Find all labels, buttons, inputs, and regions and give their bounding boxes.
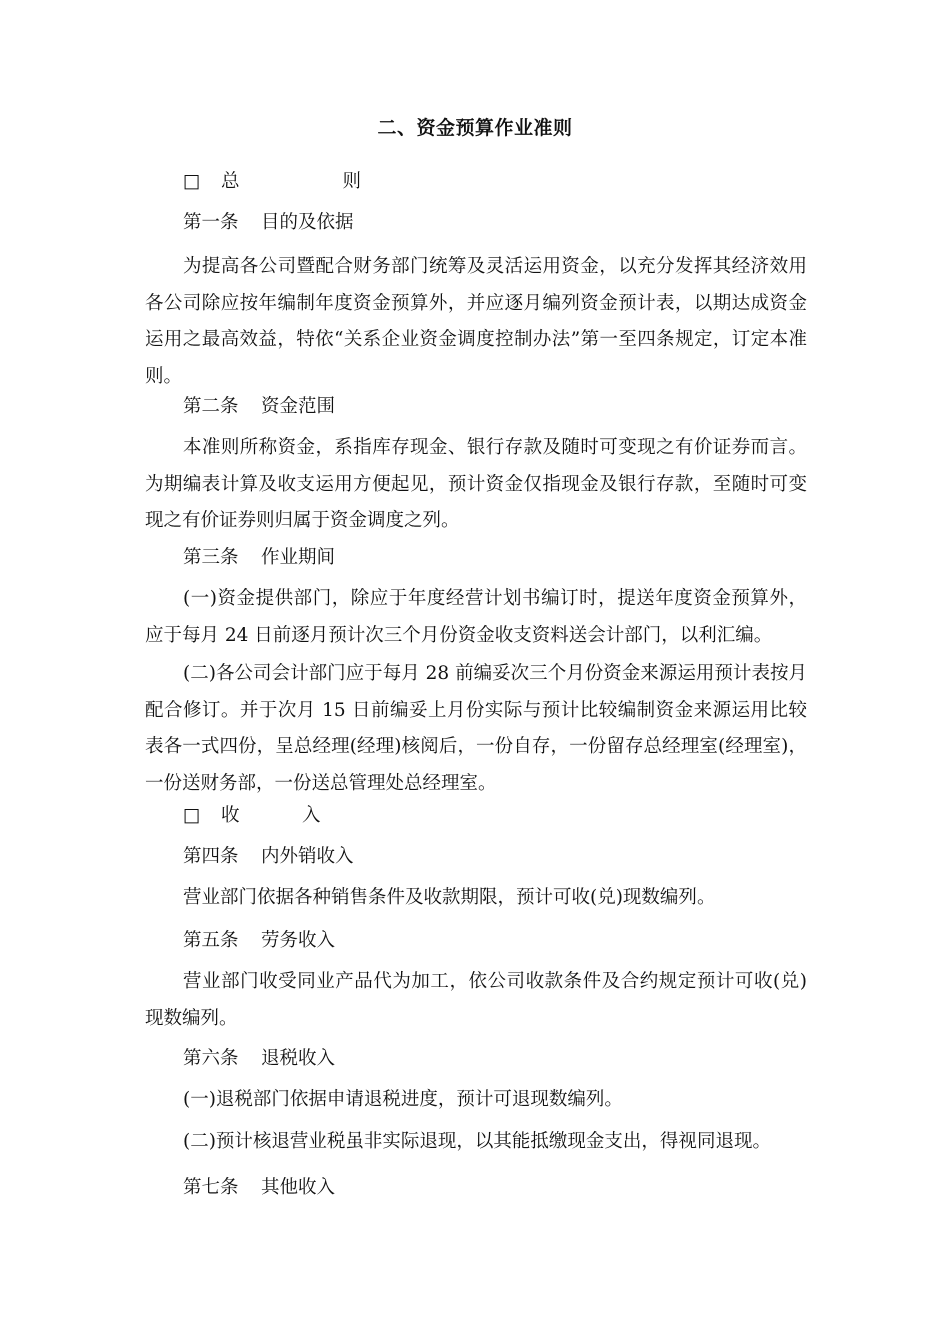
article-2-body: 本准则所称资金，系指库存现金、银行存款及随时可变现之有价证券而言。为期编表计算及收支运用方便起见，预计资金仅指现金及银行存款，至随时可变现之有价证券则归属于资金调度之列。 [145,437,807,531]
checkbox-square-icon: □ [183,171,201,192]
article-title: 作业期间 [261,547,336,568]
article-number: 第二条 [183,396,239,417]
article-6-item-1: (一)退税部门依据申请退税进度，预计可退现数编列。 [183,1089,623,1110]
article-heading-6 [183,1045,335,1073]
section-label: 总 则 [221,171,384,192]
article-4-body: 营业部门依据各种销售条件及收款期限，预计可收(兑)现数编列。 [183,887,716,908]
article-6-item-2: (二)预计核退营业税虽非实际退现，以其能抵缴现金支出，得视同退现。 [183,1131,771,1152]
checkbox-square-icon: □ [183,805,201,826]
article-number: 第三条 [183,547,239,568]
article-5-body: 营业部门收受同业产品代为加工，依公司收款条件及合约规定预计可收(兑)现数编列。 [145,971,807,1029]
section-label: 收 入 [221,805,343,826]
article-number: 第五条 [183,930,239,951]
article-1-body: 为提高各公司暨配合财务部门统筹及灵活运用资金，以充分发挥其经济效用各公司除应按年编制年度资金预算外，并应逐月编列资金预计表，以期达成资金运用之最高效益，特依“关系企业资金调度控制办法”第一至四条规定，订定本准则。 [145,256,807,387]
article-number: 第四条 [183,846,239,867]
article-heading-1 [183,209,354,237]
article-heading-3 [183,544,335,572]
section-heading-general [183,168,383,196]
article-3-item-1: (一)资金提供部门，除应于年度经营计划书编订时，提送年度资金预算外，应于每月 24 日前逐月预计次三个月份资金收支资料送会计部门，以利汇编。 [145,588,807,646]
article-number: 第七条 [183,1177,239,1198]
article-number: 第六条 [183,1048,239,1069]
article-title: 退税收入 [261,1048,336,1069]
article-title: 劳务收入 [261,930,336,951]
article-title: 内外销收入 [261,846,354,867]
article-3-item-2: (二)各公司会计部门应于每月 28 前编妥次三个月份资金来源运用预计表按月配合修订。并于次月 15 日前编妥上月份实际与预计比较编制资金来源运用比较表各一式四份，呈总经理(经理)核阅后，一份自存，一份留存总经理室(经理室)，一份送财务部，一份送总管理处总经理室。 [145,663,807,794]
article-title: 目的及依据 [261,212,354,233]
article-heading-4 [183,843,354,871]
article-number: 第一条 [183,212,239,233]
article-heading-2 [183,393,335,421]
article-title: 资金范围 [261,396,336,417]
document-title: 二、资金预算作业准则 [377,117,573,139]
article-heading-5 [183,927,335,955]
section-heading-income [183,802,343,830]
article-heading-7 [183,1174,335,1202]
article-title: 其他收入 [261,1177,336,1198]
